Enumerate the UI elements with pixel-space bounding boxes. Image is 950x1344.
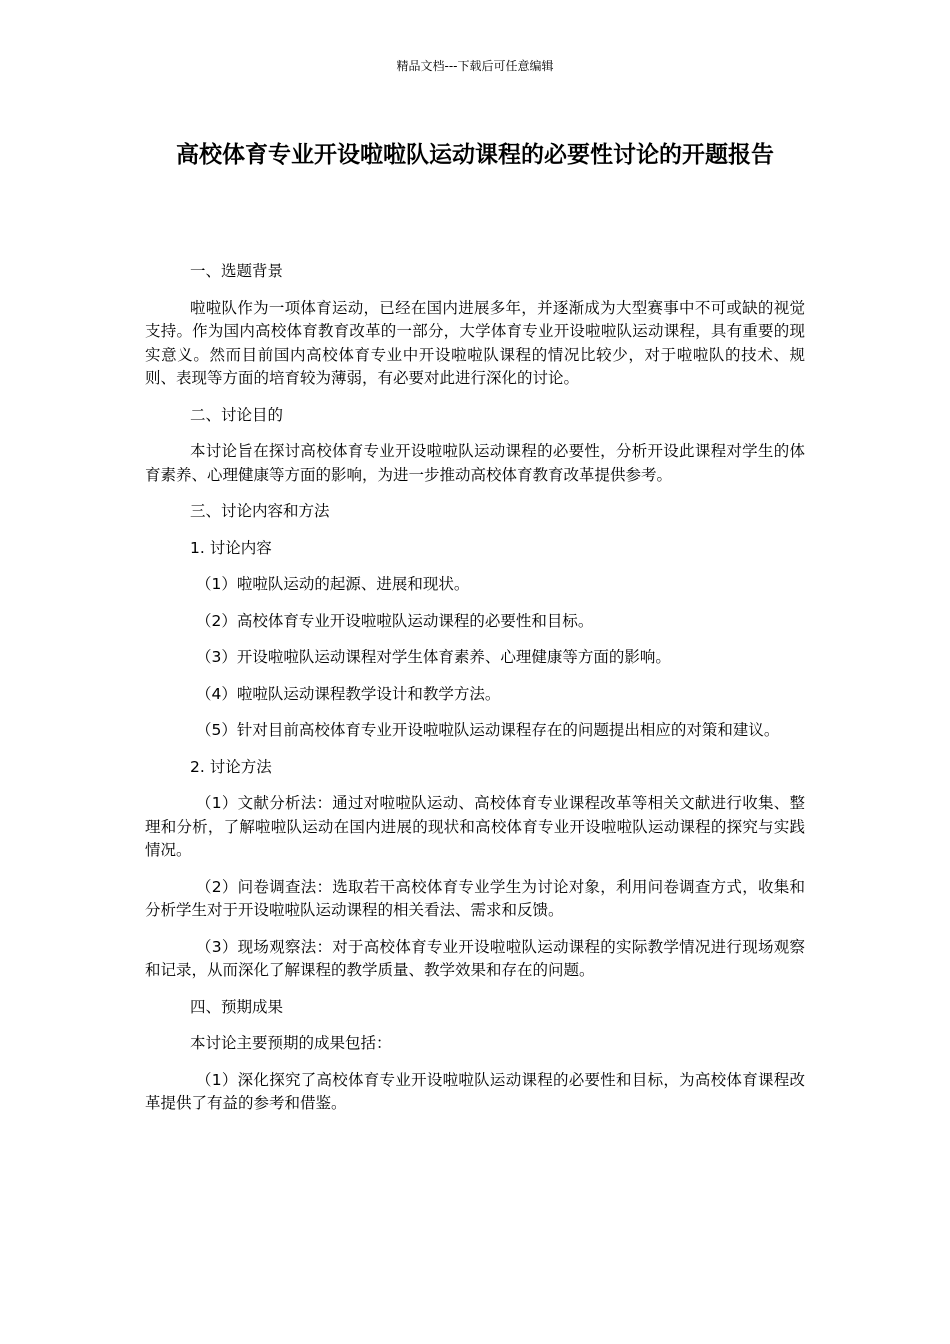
section-heading-background: 一、选题背景 — [190, 262, 284, 280]
list-item: （3）开设啦啦队运动课程对学生体育素养、心理健康等方面的影响。 — [196, 648, 671, 666]
document-body — [145, 260, 805, 1129]
list-item: （4）啦啦队运动课程教学设计和教学方法。 — [196, 684, 501, 703]
document-title: 高校体育专业开设啦啦队运动课程的必要性讨论的开题报告 — [176, 142, 774, 168]
page-header: 精品文档---下载后可任意编辑 — [396, 59, 554, 73]
outcome-item: （1）深化探究了高校体育专业开设啦啦队运动课程的必要性和目标，为高校体育课程改革提供了有益的参考和借鉴。 — [145, 1070, 805, 1112]
subheading-content: 1. 讨论内容 — [190, 538, 272, 557]
method-item: （2）问卷调查法：选取若干高校体育专业学生为讨论对象，利用问卷调查方式，收集和分析学生对于开设啦啦队运动课程的相关看法、需求和反馈。 — [145, 877, 805, 919]
section-heading-outcomes: 四、预期成果 — [190, 997, 284, 1016]
list-item: （5）针对目前高校体育专业开设啦啦队运动课程存在的问题提出相应的对策和建议。 — [196, 721, 780, 739]
section-heading-purpose: 二、讨论目的 — [190, 405, 284, 424]
paragraph-purpose: 本讨论旨在探讨高校体育专业开设啦啦队运动课程的必要性，分析开设此课程对学生的体育素养、心理健康等方面的影响，为进一步推动高校体育教育改革提供参考。 — [145, 442, 805, 484]
method-item: （1）文献分析法：通过对啦啦队运动、高校体育专业课程改革等相关文献进行收集、整理和分析，了解啦啦队运动在国内进展的现状和高校体育专业开设啦啦队运动课程的探究与实践情况。 — [145, 794, 805, 859]
paragraph-background: 啦啦队作为一项体育运动，已经在国内进展多年，并逐渐成为大型赛事中不可或缺的视觉支持。作为国内高校体育教育改革的一部分，大学体育专业开设啦啦队运动课程，具有重要的现实意义。然而目前国内高校体育专业中开设啦啦队课程的情况比较少，对于啦啦队的技术、规则、表现等方面的培育较为薄弱，有必要对此进行深化的讨论。 — [145, 298, 805, 387]
method-item: （3）现场观察法：对于高校体育专业开设啦啦队运动课程的实际教学情况进行现场观察和记录，从而深化了解课程的教学质量、教学效果和存在的问题。 — [145, 937, 805, 979]
subheading-methods: 2. 讨论方法 — [190, 757, 272, 776]
paragraph-outcomes-intro: 本讨论主要预期的成果包括： — [190, 1034, 392, 1052]
list-item: （2）高校体育专业开设啦啦队运动课程的必要性和目标。 — [196, 611, 594, 630]
section-heading-content-methods: 三、讨论内容和方法 — [190, 502, 330, 520]
list-item: （1）啦啦队运动的起源、进展和现状。 — [196, 575, 470, 593]
